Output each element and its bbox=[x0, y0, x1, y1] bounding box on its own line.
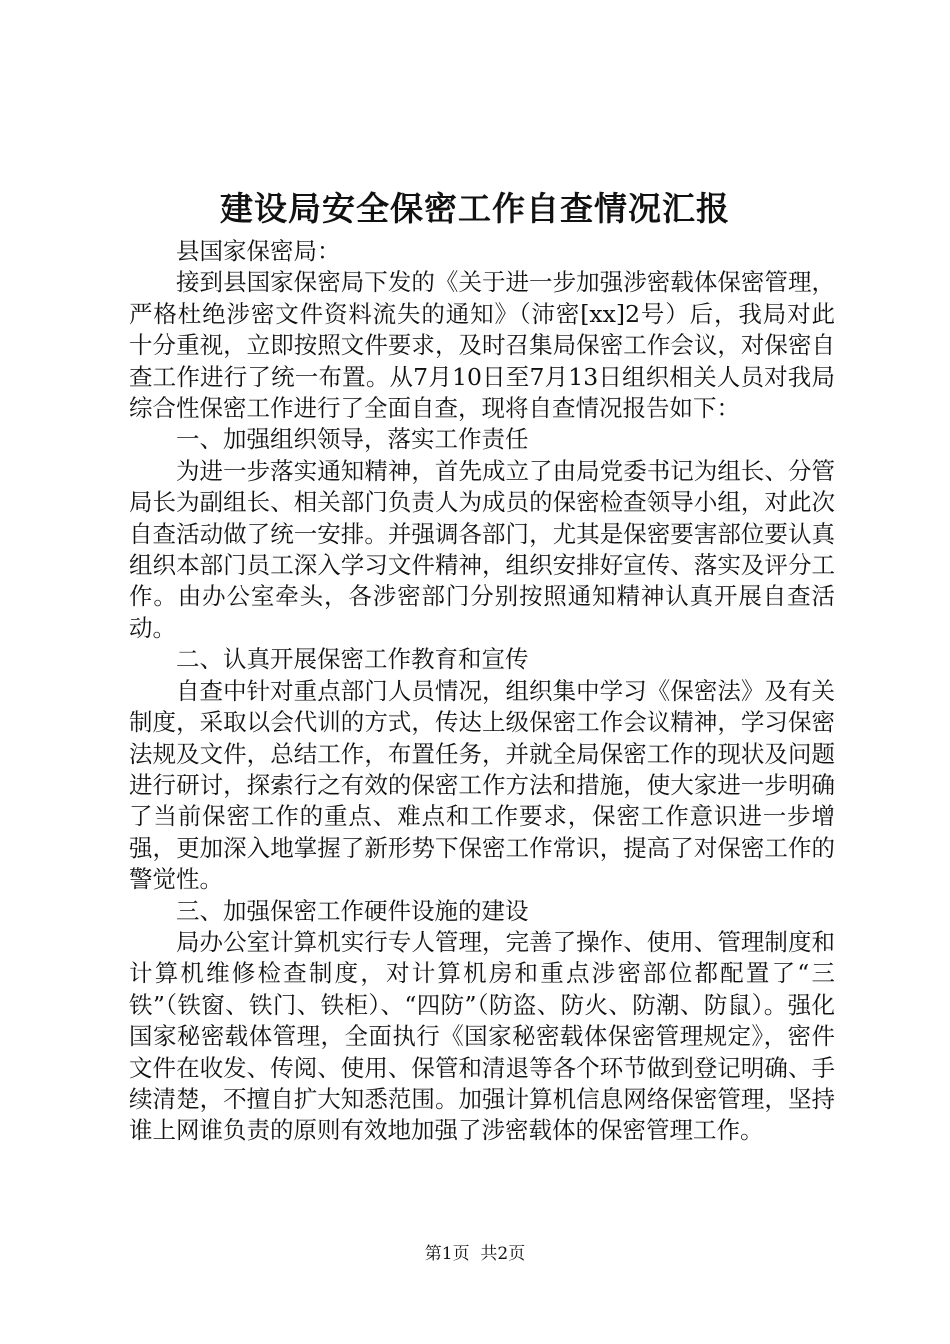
page-footer bbox=[0, 1242, 950, 1266]
document-title: 建设局安全保密工作自查情况汇报 bbox=[220, 189, 730, 228]
salutation: 县国家保密局： bbox=[176, 237, 341, 265]
paragraph-intro: 接到县国家保密局下发的《关于进一步加强涉密载体保密管理，严格杜绝涉密文件资料流失的通知》（沛密[xx]2号）后，我局对此十分重视，立即按照文件要求，及时召集局保密工作会议，对保密自查工作进行了统一布置。从7月10日至7月13日组织相关人员对我局综合性保密工作进行了全面自查，现将自查情况报告如下： bbox=[129, 268, 835, 423]
footer-separator bbox=[470, 1244, 481, 1264]
page-number-current: 第1页 bbox=[424, 1244, 470, 1264]
paragraph-section-1: 为进一步落实通知精神，首先成立了由局党委书记为组长、分管局长为副组长、相关部门负责人为成员的保密检查领导小组，对此次自查活动做了统一安排。并强调各部门，尤其是保密要害部位要认真组织本部门员工深入学习文件精神，组织安排好宣传、落实及评分工作。由办公室牵头，各涉密部门分别按照通知精神认真开展自查活动。 bbox=[129, 456, 835, 642]
page-number-total: 共2页 bbox=[480, 1244, 526, 1264]
section-heading-1: 一、加强组织领导，落实工作责任 bbox=[176, 425, 529, 454]
section-heading-2: 二、认真开展保密工作教育和宣传 bbox=[176, 645, 529, 674]
paragraph-section-2: 自查中针对重点部门人员情况，组织集中学习《保密法》及有关制度，采取以会代训的方式，传达上级保密工作会议精神，学习保密法规及文件，总结工作，布置任务，并就全局保密工作的现状及问题进行研讨，探索行之有效的保密工作方法和措施，使大家进一步明确了当前保密工作的重点、难点和工作要求，保密工作意识进一步增强，更加深入地掌握了新形势下保密工作常识，提高了对保密工作的警觉性。 bbox=[129, 676, 835, 894]
section-heading-3: 三、加强保密工作硬件设施的建设 bbox=[176, 896, 529, 925]
paragraph-section-3: 局办公室计算机实行专人管理，完善了操作、使用、管理制度和计算机维修检查制度，对计算机房和重点涉密部位都配置了“三铁”（铁窗、铁门、铁柜）、“四防”（防盗、防火、防潮、防鼠）。强化国家秘密载体管理，全面执行《国家秘密载体保密管理规定》，密件文件在收发、传阅、使用、保管和清退等各个环节做到登记明确、手续清楚，不擅自扩大知悉范围。加强计算机信息网络保密管理，坚持谁上网谁负责的原则有效地加强了涉密载体的保密管理工作。 bbox=[129, 927, 835, 1145]
document-body bbox=[129, 236, 835, 1147]
